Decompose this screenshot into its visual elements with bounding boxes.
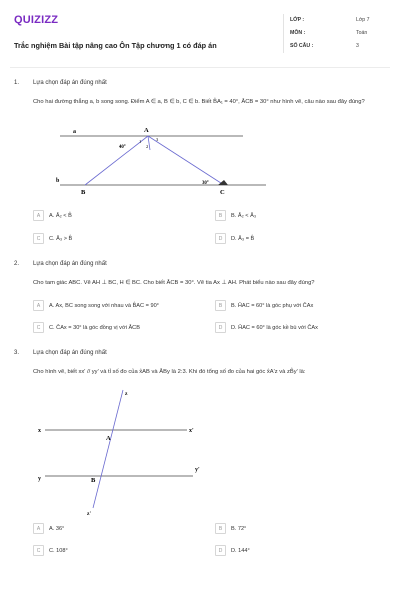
header-divider — [10, 67, 390, 68]
option-text: B. 72° — [231, 525, 247, 532]
worksheet-header — [10, 8, 390, 60]
label-z: z — [125, 391, 128, 397]
meta-row-subject — [290, 27, 384, 40]
option-label-box: C — [33, 545, 44, 556]
label-a-line: a — [73, 129, 76, 135]
meta-value: 3 — [356, 43, 359, 49]
label-angle-30: 30° — [202, 181, 209, 186]
label-y-prime: y' — [195, 467, 200, 473]
question-1 — [10, 80, 390, 250]
label-angle-1: 1 — [139, 139, 142, 144]
label-z-prime: z' — [87, 511, 91, 516]
option-label-box: C — [33, 322, 44, 333]
question-2 — [10, 261, 390, 341]
option-a[interactable] — [33, 210, 72, 221]
option-c[interactable] — [33, 322, 140, 333]
question-number: 3. — [14, 350, 20, 356]
meta-row-count — [290, 40, 384, 53]
meta-row-grade — [290, 14, 384, 27]
option-b[interactable] — [215, 210, 256, 221]
option-d[interactable] — [215, 322, 318, 333]
question-3 — [10, 350, 390, 560]
question-number: 1. — [14, 80, 20, 86]
option-label-box: B — [215, 210, 226, 221]
quizizz-logo: QUIZIZZ — [14, 14, 59, 26]
question-number: 2. — [14, 261, 20, 267]
option-label-box: D — [215, 233, 226, 244]
option-label-box: D — [215, 322, 226, 333]
option-text: A. Ax, BC song song với nhau và B̂AC = 90° — [49, 302, 159, 309]
meta-value: Toán — [356, 30, 368, 36]
option-label-box: B — [215, 300, 226, 311]
option-b[interactable] — [215, 300, 313, 311]
option-text: D. ĤAC = 60° là góc kề bù với ĈAx — [231, 324, 318, 331]
label-point-a: A — [106, 435, 111, 442]
question-text: Cho hình vẽ, biết xx' // yy' và tỉ số đo của x̂AB và ÂBy là 2:3. Khi đó tổng số đo của hai góc x̂A'z và zB̂y' là: — [33, 369, 306, 375]
question-type: Lựa chọn đáp án đúng nhất — [33, 80, 107, 86]
label-b-line: b — [56, 178, 60, 184]
option-a[interactable] — [33, 300, 159, 311]
meta-value: Lớp 7 — [356, 17, 370, 23]
option-d[interactable] — [215, 233, 254, 244]
question-type: Lựa chọn đáp án đúng nhất — [33, 261, 107, 267]
option-a[interactable] — [33, 523, 64, 534]
option-label-box: A — [33, 523, 44, 534]
question-type: Lựa chọn đáp án đúng nhất — [33, 350, 107, 356]
option-text: D. Â₃ = B̂ — [231, 235, 255, 242]
option-b[interactable] — [215, 523, 246, 534]
meta-key: SỐ CÂU : — [290, 43, 314, 49]
figure-parallel-lines-triangle — [38, 123, 278, 201]
option-c[interactable] — [33, 545, 68, 556]
label-x: x — [38, 428, 41, 434]
meta-box — [283, 14, 384, 53]
option-c[interactable] — [33, 233, 72, 244]
label-x-prime: x' — [189, 428, 194, 434]
option-text: B. ĤAC = 60° là góc phụ với ĈAx — [231, 302, 314, 309]
label-angle-3: 3 — [156, 137, 159, 142]
transversal-zz — [93, 390, 123, 508]
label-angle-40: 40° — [119, 145, 126, 150]
meta-key: LỚP : — [290, 17, 305, 23]
label-angle-2: 2 — [146, 144, 149, 149]
option-label-box: A — [33, 210, 44, 221]
label-point-c: C — [220, 189, 225, 196]
meta-key: MÔN : — [290, 30, 306, 36]
page-title: Trắc nghiệm Bài tập nâng cao Ôn Tập chương 1 có đáp án — [14, 41, 217, 50]
segment-a-inner — [148, 136, 150, 150]
option-text: A. 36° — [49, 525, 65, 532]
option-text: C. 108° — [49, 547, 68, 554]
question-text: Cho tam giác ABC. Vẽ AH ⊥ BC, H ∈ BC. Cho biết ÂCB = 30°. Vẽ tia Ax ⊥ AH. Phát biểu nào sau đây đúng? — [33, 280, 315, 286]
option-text: D. 144° — [231, 547, 250, 554]
question-text: Cho hai đường thẳng a, b song song. Điểm A ∈ a, B ∈ b, C ∈ b. Biết B̂A₁ = 40°, ÂCB = 30° như hình vẽ, câu nào sau đây đúng? — [33, 99, 365, 105]
option-label-box: B — [215, 523, 226, 534]
option-label-box: D — [215, 545, 226, 556]
option-text: C. Â₃ > B̂ — [49, 235, 73, 242]
option-label-box: C — [33, 233, 44, 244]
label-y: y — [38, 476, 41, 482]
option-text: B. Â₂ < Â₃ — [231, 212, 257, 219]
option-text: C. ĈAx = 30° là góc đồng vị với ÂCB — [49, 324, 140, 331]
figure-parallel-lines-transversal — [35, 386, 215, 516]
label-point-b: B — [81, 189, 86, 196]
option-label-box: A — [33, 300, 44, 311]
label-point-b: B — [91, 477, 96, 484]
option-d[interactable] — [215, 545, 250, 556]
segment-ac — [148, 136, 224, 185]
option-text: A. Â₂ < B̂ — [49, 212, 72, 219]
label-point-a: A — [144, 127, 149, 134]
